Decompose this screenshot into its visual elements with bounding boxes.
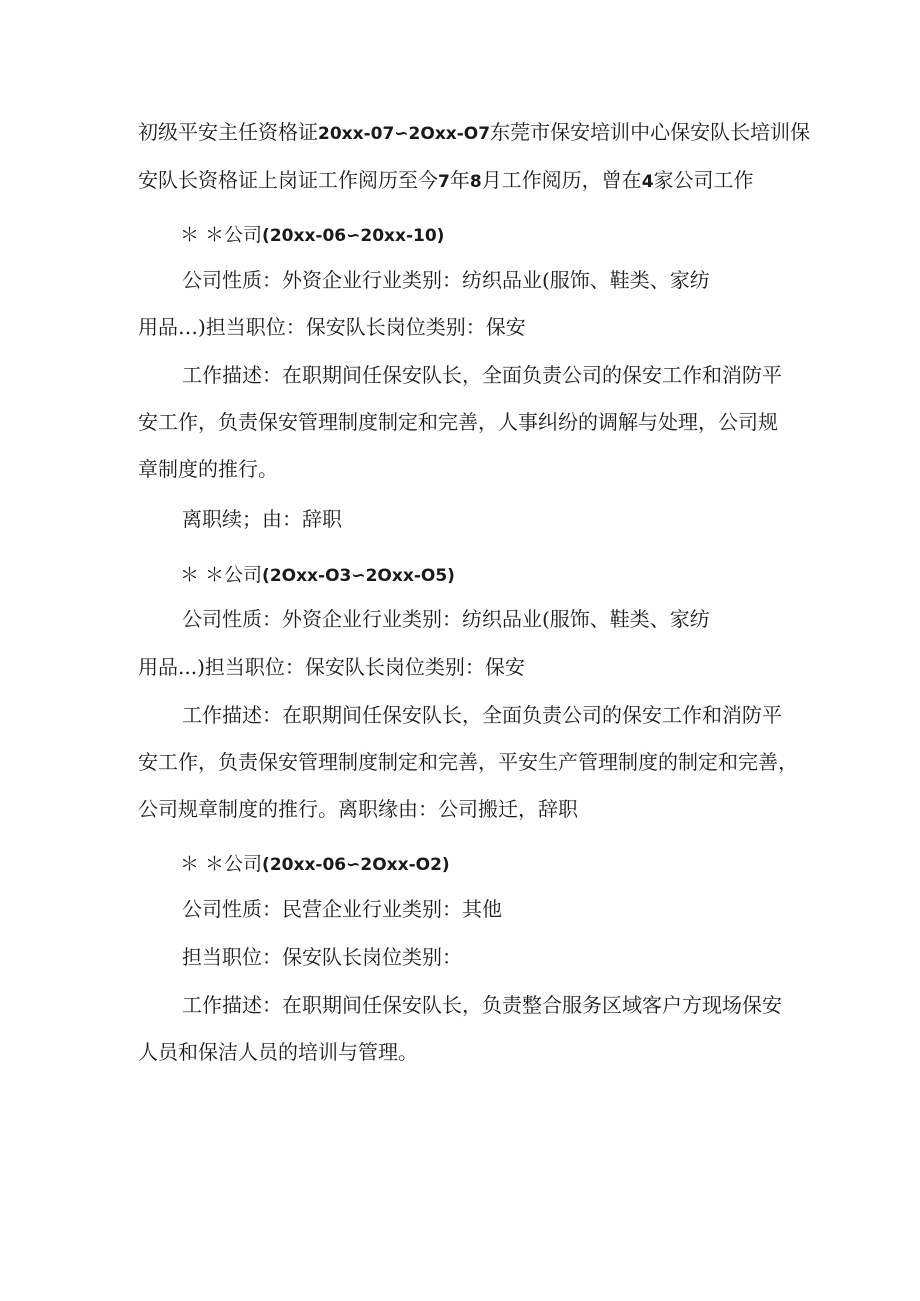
company-name: ＊ ＊公司 — [180, 224, 263, 246]
job-2-desc-line-1: 工作描述：在职期间任保安队长，全面负责公司的保安工作和消防平 — [182, 703, 782, 727]
job-date-range: (2Oxx-O3∽2Oxx-O5) — [262, 566, 455, 586]
intro-text: 年 — [449, 168, 470, 192]
intro-line-2 — [138, 168, 754, 194]
job-date-range: (20xx-06∽20xx-10) — [262, 226, 445, 246]
company-count: 4 — [641, 172, 654, 192]
intro-line-1 — [138, 120, 810, 146]
job-date-range: (20xx-06∽2Oxx-O2) — [262, 855, 450, 875]
job-2-desc-line-3: 公司规章制度的推行。离职缘由：公司搬迁，辞职 — [138, 797, 578, 821]
intro-text: 初级平安主任资格证 — [138, 120, 318, 144]
job-1-nature-line-2: 用品…)担当职位：保安队长岗位类别：保安 — [138, 315, 526, 339]
intro-text-rest: 东莞市保安培训中心保安队长培训保 — [490, 120, 811, 144]
job-1-desc-line-2: 安工作，负责保安管理制度制定和完善，人事纠纷的调解与处理，公司规 — [138, 410, 778, 434]
job-1-header — [180, 223, 444, 248]
job-1-desc-line-1: 工作描述：在职期间任保安队长，全面负责公司的保安工作和消防平 — [182, 363, 782, 387]
job-1-nature-line-1: 公司性质：外资企业行业类别：纺织品业(服饰、鞋类、家纺 — [182, 268, 710, 292]
job-3-position-line: 担当职位：保安队长岗位类别： — [182, 945, 462, 969]
job-2-nature-line-2: 用品...)担当职位：保安队长岗位类别：保安 — [138, 655, 525, 679]
company-name: ＊ ＊公司 — [180, 853, 263, 875]
job-3-desc-line-1: 工作描述：在职期间任保安队长，负责整合服务区域客户方现场保安 — [182, 993, 782, 1017]
months-count: 8 — [469, 172, 482, 192]
job-3-nature-line-1: 公司性质：民营企业行业类别：其他 — [182, 897, 502, 921]
job-2-header — [180, 563, 455, 588]
years-count: 7 — [438, 172, 450, 192]
intro-text: 家公司工作 — [653, 168, 754, 192]
intro-date-range: 20xx-07∽2Oxx-O7 — [318, 124, 491, 144]
job-1-desc-line-3: 章制度的推行。 — [138, 457, 278, 481]
job-1-leave-reason: 离职续；由：辞职 — [182, 507, 342, 531]
job-2-nature-line-1: 公司性质：外资企业行业类别：纺织品业(服饰、鞋类、家纺 — [182, 607, 710, 631]
job-3-header — [180, 852, 450, 877]
job-2-desc-line-2: 安工作，负责保安管理制度制定和完善，平安生产管理制度的制定和完善， — [138, 750, 798, 774]
intro-text: 月工作阅历，曾在 — [481, 168, 642, 192]
intro-text: 安队长资格证上岗证工作阅历至今 — [138, 168, 438, 192]
company-name: ＊ ＊公司 — [180, 564, 263, 586]
job-3-desc-line-2: 人员和保洁人员的培训与管理。 — [138, 1040, 418, 1064]
